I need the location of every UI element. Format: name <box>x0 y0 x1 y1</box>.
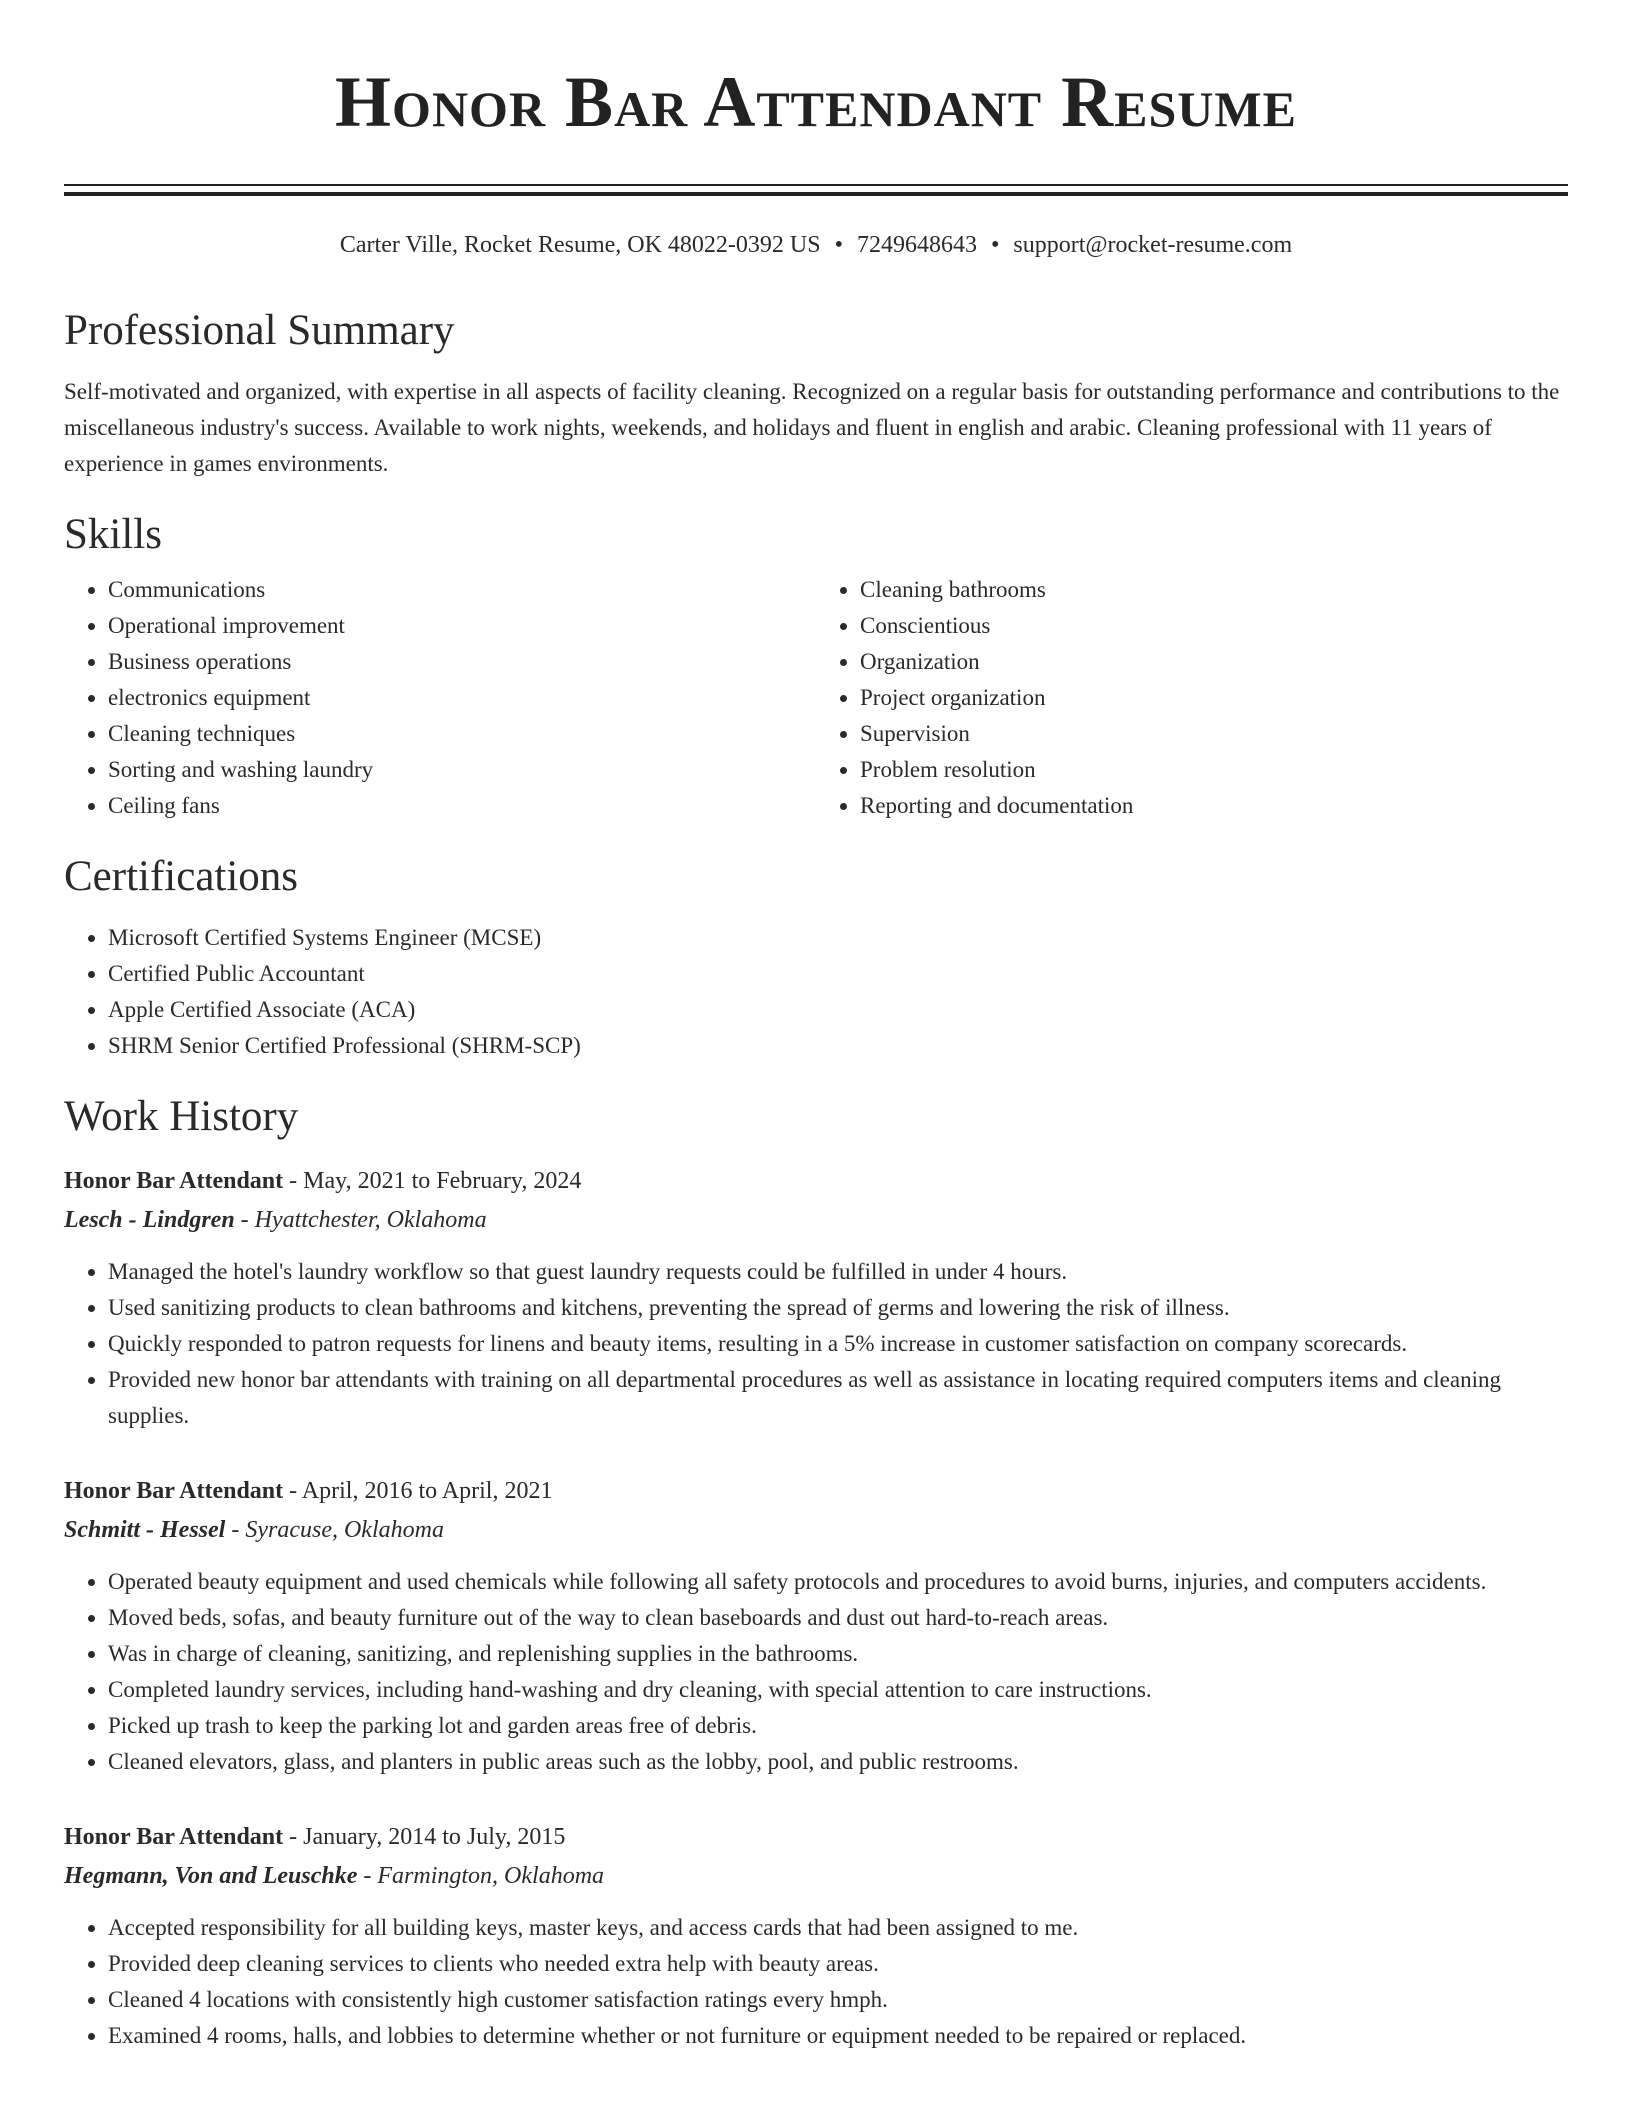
skill-item: • Operational improvement <box>108 608 816 644</box>
job-company-line <box>64 1856 1568 1896</box>
certification-item: • Apple Certified Associate (ACA) <box>108 992 1568 1028</box>
skill-item: • Ceiling fans <box>108 788 816 824</box>
skill-item: • Conscientious <box>860 608 1568 644</box>
contact-separator: • <box>834 232 844 258</box>
job-dates: - January, 2014 to July, 2015 <box>283 1824 566 1850</box>
work-history-heading: Work History <box>64 1093 299 1140</box>
job-bullet: • Picked up trash to keep the parking lot and garden areas free of debris. <box>108 1708 1568 1744</box>
summary-text: Self-motivated and organized, with expertise in all aspects of facility cleaning. Recognized on a regular basis for outstanding performance and contributions to the miscellaneous industry's success. Available to work nights, weekends, and holidays and fluent in english and arabic. Cleaning professional with 11 years of experience in games environments. <box>64 379 1560 476</box>
job-company: Schmitt - Hessel <box>64 1517 226 1543</box>
divider-thin-line <box>64 184 1568 186</box>
job-title-line <box>64 1472 1568 1510</box>
job-bullets <box>64 1254 1568 1434</box>
certification-item: • Microsoft Certified Systems Engineer (MCSE) <box>108 920 1568 956</box>
skills-list-left <box>64 572 816 824</box>
skill-item: • Cleaning bathrooms <box>860 572 1568 608</box>
job-title-line <box>64 1818 1568 1856</box>
job-company: Lesch - Lindgren <box>64 1207 235 1233</box>
job-entry <box>64 1162 1568 1434</box>
certification-item: • Certified Public Accountant <box>108 956 1568 992</box>
job-title-line <box>64 1162 1568 1200</box>
job-company-line <box>64 1510 1568 1550</box>
skill-item: • Communications <box>108 572 816 608</box>
skill-item: • Organization <box>860 644 1568 680</box>
contact-line <box>64 230 1568 260</box>
certifications-heading: Certifications <box>64 853 299 900</box>
resume-title: Honor Bar Attendant Resume <box>335 62 1297 142</box>
skill-item: • electronics equipment <box>108 680 816 716</box>
contact-email: support@rocket-resume.com <box>1013 232 1293 258</box>
job-bullet: • Examined 4 rooms, halls, and lobbies to determine whether or not furniture or equipment needed to be repaired or replaced. <box>108 2018 1568 2054</box>
skills-heading: Skills <box>64 511 162 558</box>
certifications-list <box>64 920 1568 1064</box>
skill-item: • Reporting and documentation <box>860 788 1568 824</box>
job-bullet: • Provided deep cleaning services to clients who needed extra help with beauty areas. <box>108 1946 1568 1982</box>
job-entry <box>64 1818 1568 2054</box>
skills-grid <box>64 572 1568 824</box>
skill-item: • Supervision <box>860 716 1568 752</box>
job-bullet: • Moved beds, sofas, and beauty furniture out of the way to clean baseboards and dust out hard-to-reach areas. <box>108 1600 1568 1636</box>
skills-list-right <box>816 572 1568 824</box>
contact-address: Carter Ville, Rocket Resume, OK 48022-0392 US <box>339 232 821 258</box>
job-title: Honor Bar Attendant <box>64 1824 284 1850</box>
job-bullet: • Managed the hotel's laundry workflow so that guest laundry requests could be fulfilled in under 4 hours. <box>108 1254 1568 1290</box>
job-location: - Hyattchester, Oklahoma <box>234 1207 487 1233</box>
job-bullet: • Was in charge of cleaning, sanitizing, and replenishing supplies in the bathrooms. <box>108 1636 1568 1672</box>
skill-item: • Project organization <box>860 680 1568 716</box>
contact-phone: 7249648643 <box>857 232 978 258</box>
job-company-line <box>64 1200 1568 1240</box>
skill-item: • Cleaning techniques <box>108 716 816 752</box>
contact-separator: • <box>991 232 1000 258</box>
summary-heading: Professional Summary <box>64 307 455 354</box>
job-bullet: • Cleaned elevators, glass, and planters in public areas such as the lobby, pool, and public restrooms. <box>108 1744 1568 1780</box>
job-bullet: • Accepted responsibility for all building keys, master keys, and access cards that had been assigned to me. <box>108 1910 1568 1946</box>
skill-item: • Business operations <box>108 644 816 680</box>
job-company: Hegmann, Von and Leuschke <box>64 1863 358 1889</box>
title-divider <box>64 184 1568 196</box>
job-location: - Farmington, Oklahoma <box>357 1863 605 1889</box>
job-bullet: • Provided new honor bar attendants with training on all departmental procedures as well as assistance in locating required computers items and cleaning supplies. <box>108 1362 1568 1434</box>
job-title: Honor Bar Attendant <box>64 1478 284 1504</box>
job-location: - Syracuse, Oklahoma <box>225 1517 444 1543</box>
skill-item: • Problem resolution <box>860 752 1568 788</box>
skill-item: • Sorting and washing laundry <box>108 752 816 788</box>
job-bullet: • Operated beauty equipment and used chemicals while following all safety protocols and procedures to avoid burns, injuries, and computers accidents. <box>108 1564 1568 1600</box>
divider-thick-line <box>64 192 1568 196</box>
job-dates: - April, 2016 to April, 2021 <box>283 1478 553 1504</box>
job-bullet: • Completed laundry services, including hand-washing and dry cleaning, with special attention to care instructions. <box>108 1672 1568 1708</box>
job-bullet: • Used sanitizing products to clean bathrooms and kitchens, preventing the spread of germs and lowering the risk of illness. <box>108 1290 1568 1326</box>
job-entry <box>64 1472 1568 1780</box>
job-bullets <box>64 1910 1568 2054</box>
job-title: Honor Bar Attendant <box>64 1168 284 1194</box>
job-bullets <box>64 1564 1568 1780</box>
job-dates: - May, 2021 to February, 2024 <box>283 1168 582 1194</box>
job-bullet: • Quickly responded to patron requests for linens and beauty items, resulting in a 5% increase in customer satisfaction on company scorecards. <box>108 1326 1568 1362</box>
certification-item: • SHRM Senior Certified Professional (SHRM-SCP) <box>108 1028 1568 1064</box>
job-bullet: • Cleaned 4 locations with consistently high customer satisfaction ratings every hmph. <box>108 1982 1568 2018</box>
